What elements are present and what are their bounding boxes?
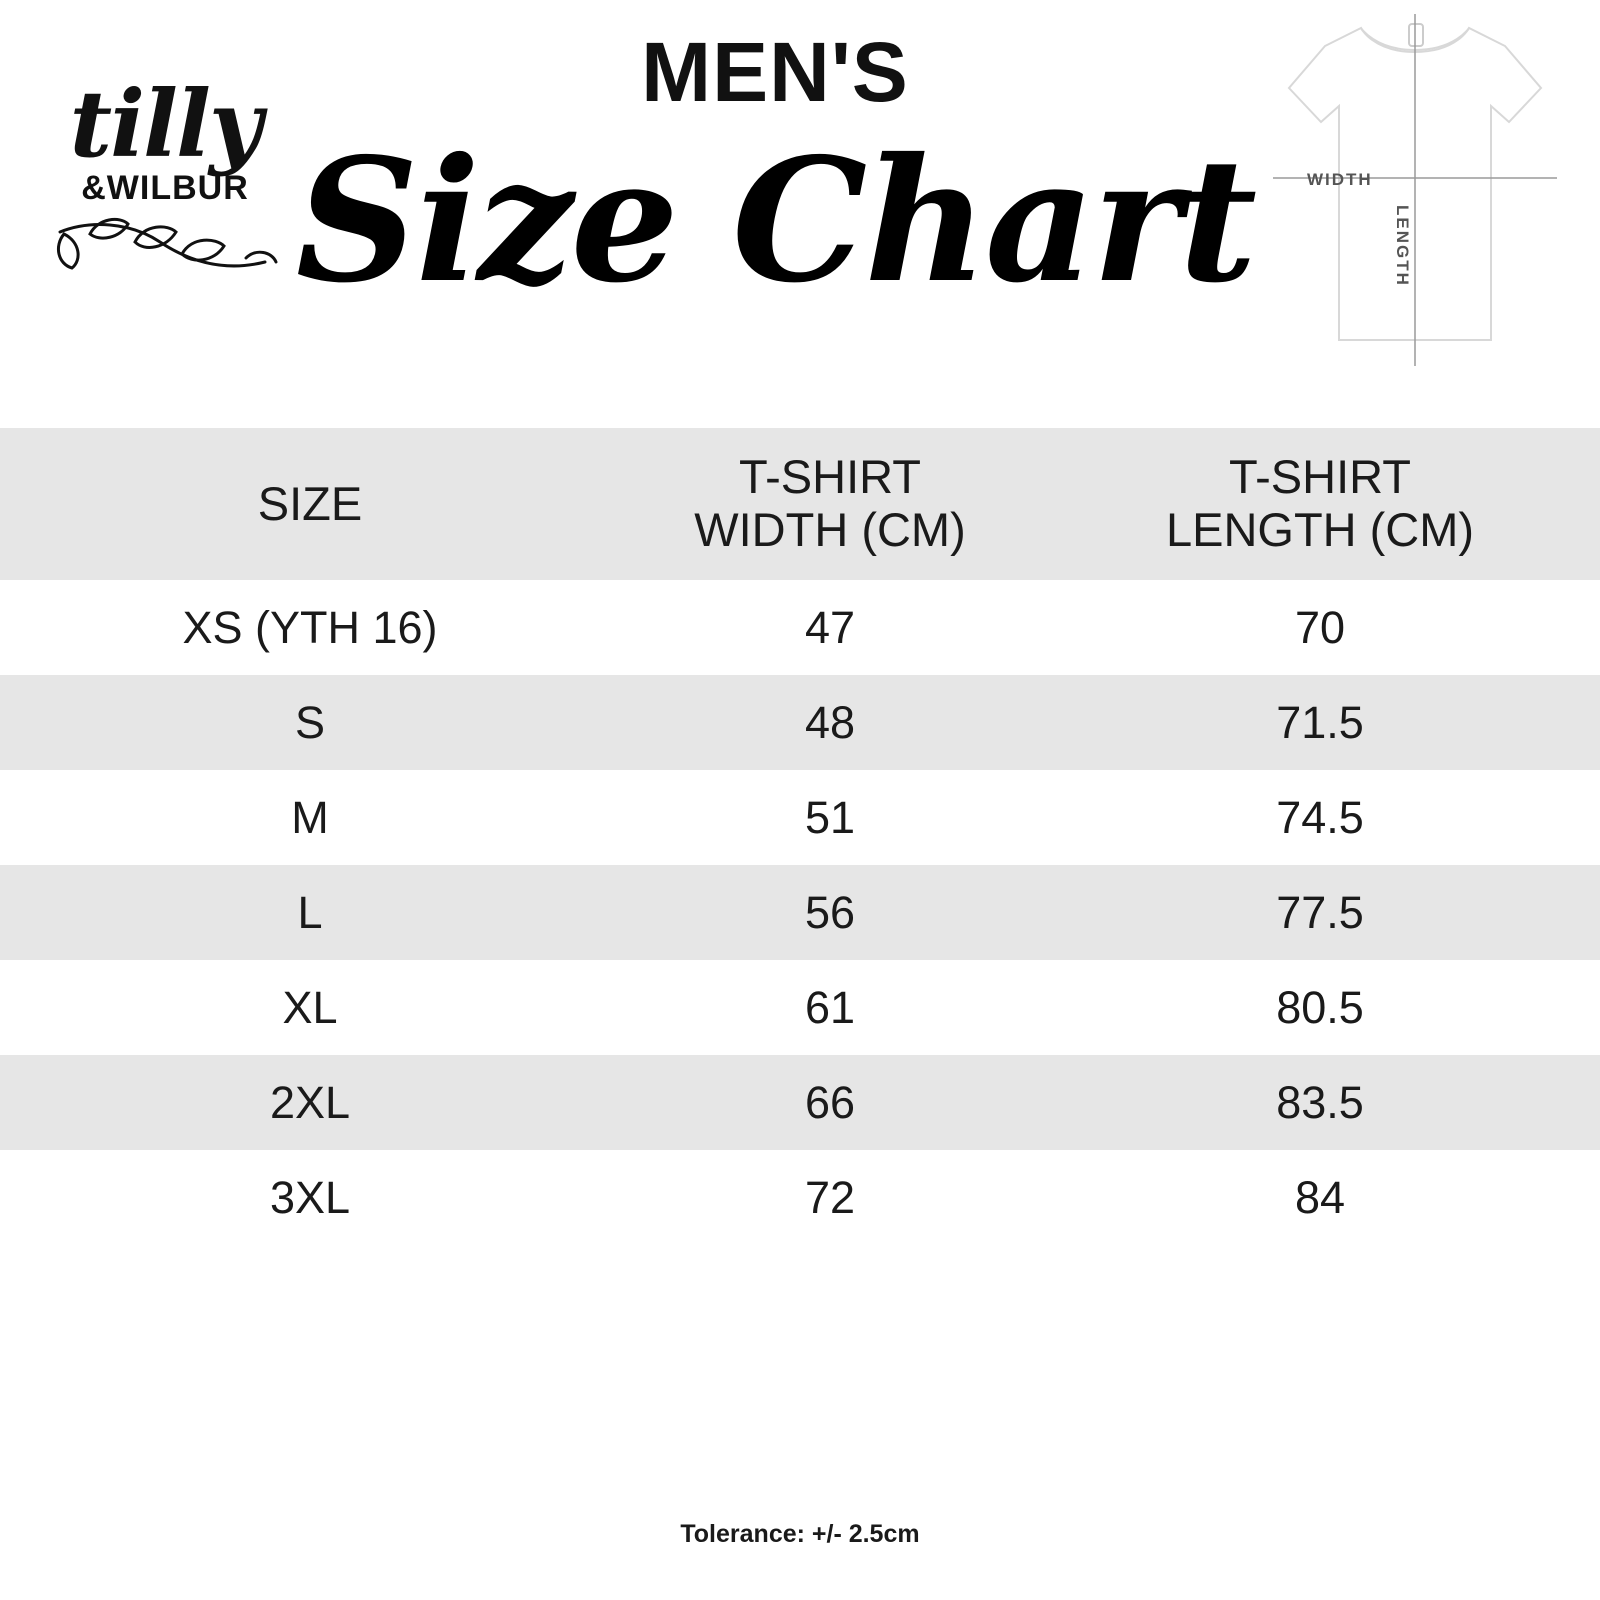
cell-width: 56 — [804, 886, 856, 938]
cell-width: 66 — [804, 1076, 856, 1128]
title-script: Size Chart — [295, 121, 1255, 321]
cell-size: XS (YTH 16) — [182, 601, 438, 653]
t-shirt-diagram — [1265, 10, 1565, 370]
brand-name: tilly — [69, 70, 261, 178]
length-label: LENGTH — [1393, 205, 1412, 287]
cell-width: 51 — [804, 791, 856, 843]
table-row — [0, 865, 1600, 960]
cell-length: 77.5 — [1276, 886, 1364, 938]
table-row — [0, 580, 1600, 675]
t-shirt-icon — [1265, 10, 1565, 370]
cell-size: L — [297, 886, 323, 938]
tolerance-note: Tolerance: +/- 2.5cm — [680, 1520, 920, 1548]
cell-width: 48 — [804, 696, 856, 748]
table-row — [0, 1150, 1600, 1245]
header — [0, 0, 1600, 420]
column-header-length — [1040, 451, 1600, 556]
cell-length: 70 — [1294, 601, 1346, 653]
page-title — [290, 25, 1260, 321]
column-header-size: SIZE — [257, 476, 363, 530]
size-chart-table — [0, 428, 1600, 1245]
column-header-width — [620, 451, 1040, 556]
cell-length: 83.5 — [1276, 1076, 1364, 1128]
cell-length: 71.5 — [1276, 696, 1364, 748]
column-header-length-line1: T-SHIRT — [1229, 450, 1411, 504]
cell-length: 74.5 — [1276, 791, 1364, 843]
title-main: MEN'S — [641, 25, 909, 119]
table-row — [0, 1055, 1600, 1150]
leaf-branch-icon — [40, 212, 290, 297]
cell-size: 3XL — [269, 1171, 351, 1223]
column-header-width-line1: T-SHIRT — [739, 450, 921, 504]
table-row — [0, 960, 1600, 1055]
brand-logo — [40, 70, 290, 297]
cell-size: 2XL — [269, 1076, 351, 1128]
table-row — [0, 675, 1600, 770]
width-label: WIDTH — [1307, 170, 1373, 189]
cell-width: 72 — [804, 1171, 856, 1223]
table-header-row — [0, 428, 1600, 580]
table-row — [0, 770, 1600, 865]
cell-width: 47 — [804, 601, 856, 653]
cell-size: XL — [282, 981, 338, 1033]
column-header-length-line2: LENGTH (CM) — [1165, 503, 1475, 556]
brand-subname: &WILBUR — [81, 169, 249, 208]
cell-length: 80.5 — [1276, 981, 1364, 1033]
cell-size: S — [294, 696, 325, 748]
column-header-width-line2: WIDTH (CM) — [694, 503, 966, 556]
cell-size: M — [291, 791, 329, 843]
cell-length: 84 — [1294, 1171, 1346, 1223]
cell-width: 61 — [804, 981, 856, 1033]
